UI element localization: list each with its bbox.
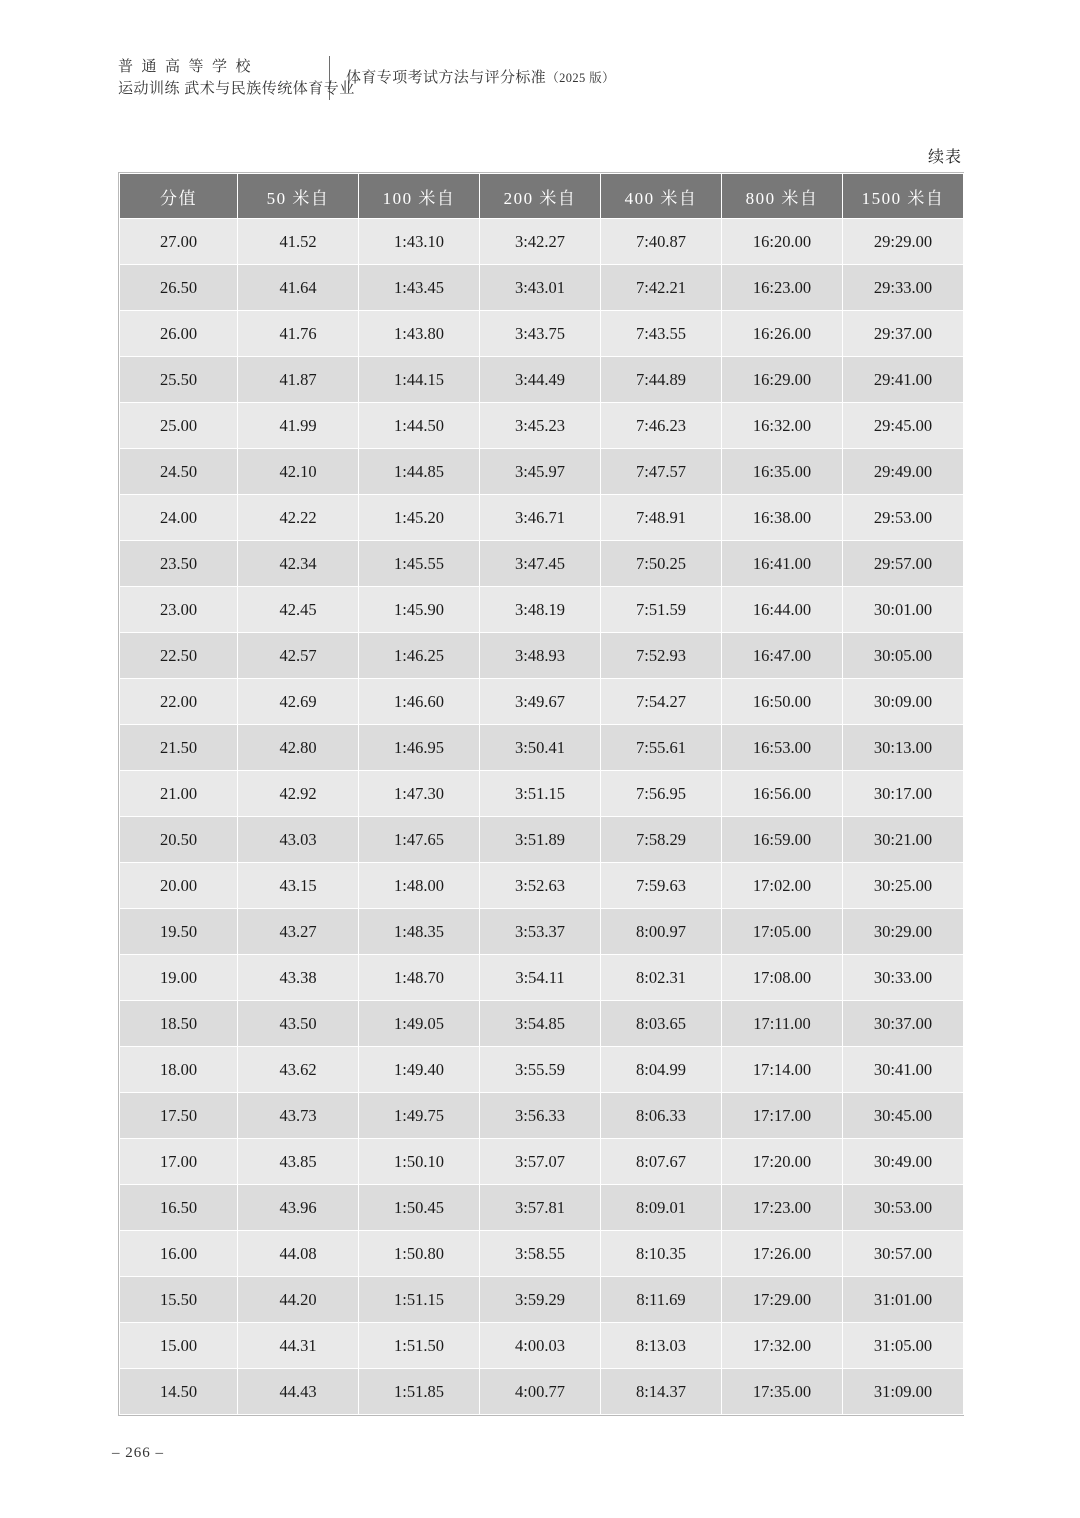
table-cell-time: 8:11.69 [601, 1277, 722, 1323]
table-cell-time: 43.62 [238, 1047, 359, 1093]
table-cell-time: 41.64 [238, 265, 359, 311]
score-table-container [118, 172, 962, 1416]
table-cell-time: 3:58.55 [480, 1231, 601, 1277]
table-cell-time: 43.50 [238, 1001, 359, 1047]
table-cell-time: 1:47.30 [359, 771, 480, 817]
table-cell-time: 42.10 [238, 449, 359, 495]
table-column-header: 1500 米自 [843, 174, 964, 219]
table-cell-time: 30:01.00 [843, 587, 964, 633]
table-cell-time: 42.57 [238, 633, 359, 679]
table-cell-time: 8:06.33 [601, 1093, 722, 1139]
table-cell-time: 7:59.63 [601, 863, 722, 909]
table-cell-time: 1:51.50 [359, 1323, 480, 1369]
table-cell-time: 1:50.80 [359, 1231, 480, 1277]
table-cell-time: 7:46.23 [601, 403, 722, 449]
table-cell-time: 1:46.95 [359, 725, 480, 771]
score-table [119, 173, 964, 1415]
table-row [120, 1231, 964, 1277]
table-row [120, 633, 964, 679]
table-cell-time: 42.34 [238, 541, 359, 587]
table-cell-time: 1:48.35 [359, 909, 480, 955]
table-cell-time: 7:43.55 [601, 311, 722, 357]
table-row [120, 311, 964, 357]
table-cell-time: 43.85 [238, 1139, 359, 1185]
table-cell-score: 26.00 [120, 311, 238, 357]
table-cell-time: 42.45 [238, 587, 359, 633]
table-row [120, 449, 964, 495]
table-cell-time: 29:45.00 [843, 403, 964, 449]
table-cell-time: 3:57.07 [480, 1139, 601, 1185]
table-cell-time: 7:58.29 [601, 817, 722, 863]
table-cell-time: 16:35.00 [722, 449, 843, 495]
table-cell-time: 42.22 [238, 495, 359, 541]
table-cell-time: 3:51.15 [480, 771, 601, 817]
table-cell-time: 44.20 [238, 1277, 359, 1323]
table-cell-time: 1:45.55 [359, 541, 480, 587]
table-cell-time: 31:09.00 [843, 1369, 964, 1415]
table-column-header: 400 米自 [601, 174, 722, 219]
table-cell-time: 8:09.01 [601, 1185, 722, 1231]
table-cell-time: 31:05.00 [843, 1323, 964, 1369]
table-cell-score: 22.00 [120, 679, 238, 725]
table-cell-score: 20.00 [120, 863, 238, 909]
table-cell-time: 8:00.97 [601, 909, 722, 955]
table-cell-time: 3:59.29 [480, 1277, 601, 1323]
table-cell-time: 1:47.65 [359, 817, 480, 863]
table-cell-time: 4:00.03 [480, 1323, 601, 1369]
table-row [120, 1047, 964, 1093]
table-cell-score: 17.00 [120, 1139, 238, 1185]
table-row [120, 817, 964, 863]
header-major-line: 运动训练 武术与民族传统体育专业 [118, 81, 355, 97]
table-cell-time: 7:56.95 [601, 771, 722, 817]
table-cell-score: 22.50 [120, 633, 238, 679]
table-cell-time: 1:44.85 [359, 449, 480, 495]
page-header [118, 56, 615, 100]
table-cell-time: 29:57.00 [843, 541, 964, 587]
table-cell-score: 24.50 [120, 449, 238, 495]
header-institution-line: 普通高等学校 [118, 59, 260, 75]
table-cell-time: 3:49.67 [480, 679, 601, 725]
table-row [120, 1139, 964, 1185]
table-cell-time: 17:11.00 [722, 1001, 843, 1047]
table-cell-time: 1:49.05 [359, 1001, 480, 1047]
table-row [120, 541, 964, 587]
table-cell-time: 7:54.27 [601, 679, 722, 725]
table-cell-score: 15.50 [120, 1277, 238, 1323]
table-cell-time: 3:43.75 [480, 311, 601, 357]
table-row [120, 679, 964, 725]
table-cell-time: 3:47.45 [480, 541, 601, 587]
table-row [120, 587, 964, 633]
table-cell-time: 1:49.75 [359, 1093, 480, 1139]
table-cell-time: 16:50.00 [722, 679, 843, 725]
table-cell-time: 29:49.00 [843, 449, 964, 495]
table-cell-time: 17:26.00 [722, 1231, 843, 1277]
table-row [120, 1185, 964, 1231]
table-cell-score: 18.50 [120, 1001, 238, 1047]
table-cell-time: 16:38.00 [722, 495, 843, 541]
table-cell-score: 25.00 [120, 403, 238, 449]
table-cell-time: 7:44.89 [601, 357, 722, 403]
table-cell-time: 29:53.00 [843, 495, 964, 541]
table-cell-score: 20.50 [120, 817, 238, 863]
table-cell-time: 3:50.41 [480, 725, 601, 771]
table-cell-score: 24.00 [120, 495, 238, 541]
table-cell-score: 16.00 [120, 1231, 238, 1277]
table-row [120, 955, 964, 1001]
table-row [120, 909, 964, 955]
score-table-border [118, 172, 964, 1416]
table-column-header: 50 米自 [238, 174, 359, 219]
table-cell-time: 7:51.59 [601, 587, 722, 633]
table-row [120, 495, 964, 541]
table-row [120, 863, 964, 909]
table-cell-time: 17:20.00 [722, 1139, 843, 1185]
table-cell-time: 30:45.00 [843, 1093, 964, 1139]
table-cell-time: 7:50.25 [601, 541, 722, 587]
table-cell-time: 3:45.23 [480, 403, 601, 449]
table-cell-time: 44.43 [238, 1369, 359, 1415]
score-table-body [120, 219, 964, 1415]
table-cell-time: 44.31 [238, 1323, 359, 1369]
table-cell-time: 7:42.21 [601, 265, 722, 311]
table-cell-time: 43.73 [238, 1093, 359, 1139]
header-left-block [118, 56, 355, 100]
table-cell-time: 3:51.89 [480, 817, 601, 863]
table-cell-time: 8:10.35 [601, 1231, 722, 1277]
table-header-row [120, 174, 964, 219]
table-cell-time: 30:09.00 [843, 679, 964, 725]
table-cell-score: 14.50 [120, 1369, 238, 1415]
table-row [120, 1369, 964, 1415]
table-cell-score: 18.00 [120, 1047, 238, 1093]
table-cell-time: 3:45.97 [480, 449, 601, 495]
table-cell-time: 3:55.59 [480, 1047, 601, 1093]
table-cell-time: 30:41.00 [843, 1047, 964, 1093]
table-cell-time: 7:48.91 [601, 495, 722, 541]
table-cell-time: 30:53.00 [843, 1185, 964, 1231]
table-cell-time: 1:45.20 [359, 495, 480, 541]
table-column-header: 100 米自 [359, 174, 480, 219]
table-cell-score: 26.50 [120, 265, 238, 311]
table-cell-time: 16:59.00 [722, 817, 843, 863]
table-cell-time: 3:48.19 [480, 587, 601, 633]
table-cell-score: 21.00 [120, 771, 238, 817]
table-cell-time: 43.38 [238, 955, 359, 1001]
table-row [120, 219, 964, 265]
table-row [120, 357, 964, 403]
header-subtitle-text: 体育专项考试方法与评分标准 [346, 70, 547, 86]
table-cell-time: 17:08.00 [722, 955, 843, 1001]
table-cell-time: 1:46.60 [359, 679, 480, 725]
table-cell-time: 43.96 [238, 1185, 359, 1231]
table-cell-time: 16:47.00 [722, 633, 843, 679]
table-cell-time: 16:29.00 [722, 357, 843, 403]
table-cell-time: 30:21.00 [843, 817, 964, 863]
table-cell-time: 7:52.93 [601, 633, 722, 679]
table-cell-time: 8:03.65 [601, 1001, 722, 1047]
table-cell-time: 1:50.10 [359, 1139, 480, 1185]
page-footer [112, 1445, 164, 1462]
table-cell-time: 29:29.00 [843, 219, 964, 265]
table-cell-time: 1:48.00 [359, 863, 480, 909]
table-cell-time: 1:45.90 [359, 587, 480, 633]
table-cell-time: 17:23.00 [722, 1185, 843, 1231]
table-cell-time: 31:01.00 [843, 1277, 964, 1323]
table-cell-time: 7:40.87 [601, 219, 722, 265]
table-column-header: 200 米自 [480, 174, 601, 219]
table-cell-time: 29:37.00 [843, 311, 964, 357]
table-cell-time: 16:41.00 [722, 541, 843, 587]
table-cell-time: 1:43.45 [359, 265, 480, 311]
page-number: – 266 – [112, 1445, 164, 1461]
table-cell-time: 29:41.00 [843, 357, 964, 403]
table-cell-score: 23.00 [120, 587, 238, 633]
table-cell-time: 3:54.11 [480, 955, 601, 1001]
table-row [120, 1093, 964, 1139]
table-cell-time: 1:48.70 [359, 955, 480, 1001]
table-cell-time: 30:05.00 [843, 633, 964, 679]
table-cell-time: 1:44.15 [359, 357, 480, 403]
table-cell-time: 3:48.93 [480, 633, 601, 679]
table-row [120, 725, 964, 771]
table-cell-time: 3:56.33 [480, 1093, 601, 1139]
table-cell-time: 42.92 [238, 771, 359, 817]
table-cell-time: 1:43.10 [359, 219, 480, 265]
table-cell-score: 25.50 [120, 357, 238, 403]
table-cell-time: 17:14.00 [722, 1047, 843, 1093]
table-row [120, 771, 964, 817]
table-row [120, 1277, 964, 1323]
table-cell-time: 16:26.00 [722, 311, 843, 357]
header-subtitle-year: （2025 版） [546, 71, 616, 85]
table-cell-score: 27.00 [120, 219, 238, 265]
table-cell-time: 3:42.27 [480, 219, 601, 265]
table-cell-time: 17:29.00 [722, 1277, 843, 1323]
table-cell-score: 19.00 [120, 955, 238, 1001]
table-cell-time: 16:23.00 [722, 265, 843, 311]
table-cell-time: 30:29.00 [843, 909, 964, 955]
score-table-head [120, 174, 964, 219]
table-cell-time: 3:53.37 [480, 909, 601, 955]
table-cell-time: 16:20.00 [722, 219, 843, 265]
table-cell-score: 19.50 [120, 909, 238, 955]
table-row [120, 403, 964, 449]
table-cell-time: 7:47.57 [601, 449, 722, 495]
table-cell-time: 1:50.45 [359, 1185, 480, 1231]
table-cell-time: 41.76 [238, 311, 359, 357]
table-column-header: 分值 [120, 174, 238, 219]
table-cell-time: 8:07.67 [601, 1139, 722, 1185]
table-cell-score: 15.00 [120, 1323, 238, 1369]
table-cell-time: 3:54.85 [480, 1001, 601, 1047]
table-cell-time: 16:44.00 [722, 587, 843, 633]
table-row [120, 1001, 964, 1047]
table-cell-time: 3:46.71 [480, 495, 601, 541]
table-cell-time: 8:04.99 [601, 1047, 722, 1093]
table-cell-time: 30:49.00 [843, 1139, 964, 1185]
table-cell-time: 30:25.00 [843, 863, 964, 909]
table-cell-time: 42.80 [238, 725, 359, 771]
table-cell-time: 1:51.85 [359, 1369, 480, 1415]
table-cell-time: 16:56.00 [722, 771, 843, 817]
table-cell-score: 21.50 [120, 725, 238, 771]
table-cell-time: 8:13.03 [601, 1323, 722, 1369]
continued-table-label: 续表 [927, 149, 962, 166]
table-cell-time: 1:46.25 [359, 633, 480, 679]
table-row [120, 265, 964, 311]
table-cell-time: 41.52 [238, 219, 359, 265]
table-cell-time: 42.69 [238, 679, 359, 725]
table-cell-time: 30:57.00 [843, 1231, 964, 1277]
table-cell-time: 30:33.00 [843, 955, 964, 1001]
table-cell-score: 17.50 [120, 1093, 238, 1139]
table-cell-time: 1:51.15 [359, 1277, 480, 1323]
table-cell-time: 8:02.31 [601, 955, 722, 1001]
table-cell-time: 30:13.00 [843, 725, 964, 771]
table-cell-time: 16:32.00 [722, 403, 843, 449]
table-cell-time: 30:37.00 [843, 1001, 964, 1047]
table-cell-time: 16:53.00 [722, 725, 843, 771]
table-cell-time: 43.03 [238, 817, 359, 863]
table-row [120, 1323, 964, 1369]
table-cell-time: 8:14.37 [601, 1369, 722, 1415]
table-cell-score: 16.50 [120, 1185, 238, 1231]
table-cell-time: 43.27 [238, 909, 359, 955]
table-cell-time: 4:00.77 [480, 1369, 601, 1415]
table-cell-time: 17:32.00 [722, 1323, 843, 1369]
table-cell-time: 41.87 [238, 357, 359, 403]
table-column-header: 800 米自 [722, 174, 843, 219]
table-cell-time: 44.08 [238, 1231, 359, 1277]
table-cell-score: 23.50 [120, 541, 238, 587]
table-cell-time: 41.99 [238, 403, 359, 449]
table-cell-time: 1:49.40 [359, 1047, 480, 1093]
header-subtitle [330, 67, 615, 89]
table-cell-time: 3:52.63 [480, 863, 601, 909]
table-cell-time: 17:17.00 [722, 1093, 843, 1139]
table-cell-time: 17:02.00 [722, 863, 843, 909]
table-cell-time: 1:43.80 [359, 311, 480, 357]
table-cell-time: 7:55.61 [601, 725, 722, 771]
table-cell-time: 17:05.00 [722, 909, 843, 955]
table-cell-time: 3:44.49 [480, 357, 601, 403]
table-cell-time: 43.15 [238, 863, 359, 909]
table-cell-time: 17:35.00 [722, 1369, 843, 1415]
table-cell-time: 1:44.50 [359, 403, 480, 449]
table-cell-time: 3:57.81 [480, 1185, 601, 1231]
table-cell-time: 29:33.00 [843, 265, 964, 311]
table-cell-time: 3:43.01 [480, 265, 601, 311]
table-cell-time: 30:17.00 [843, 771, 964, 817]
